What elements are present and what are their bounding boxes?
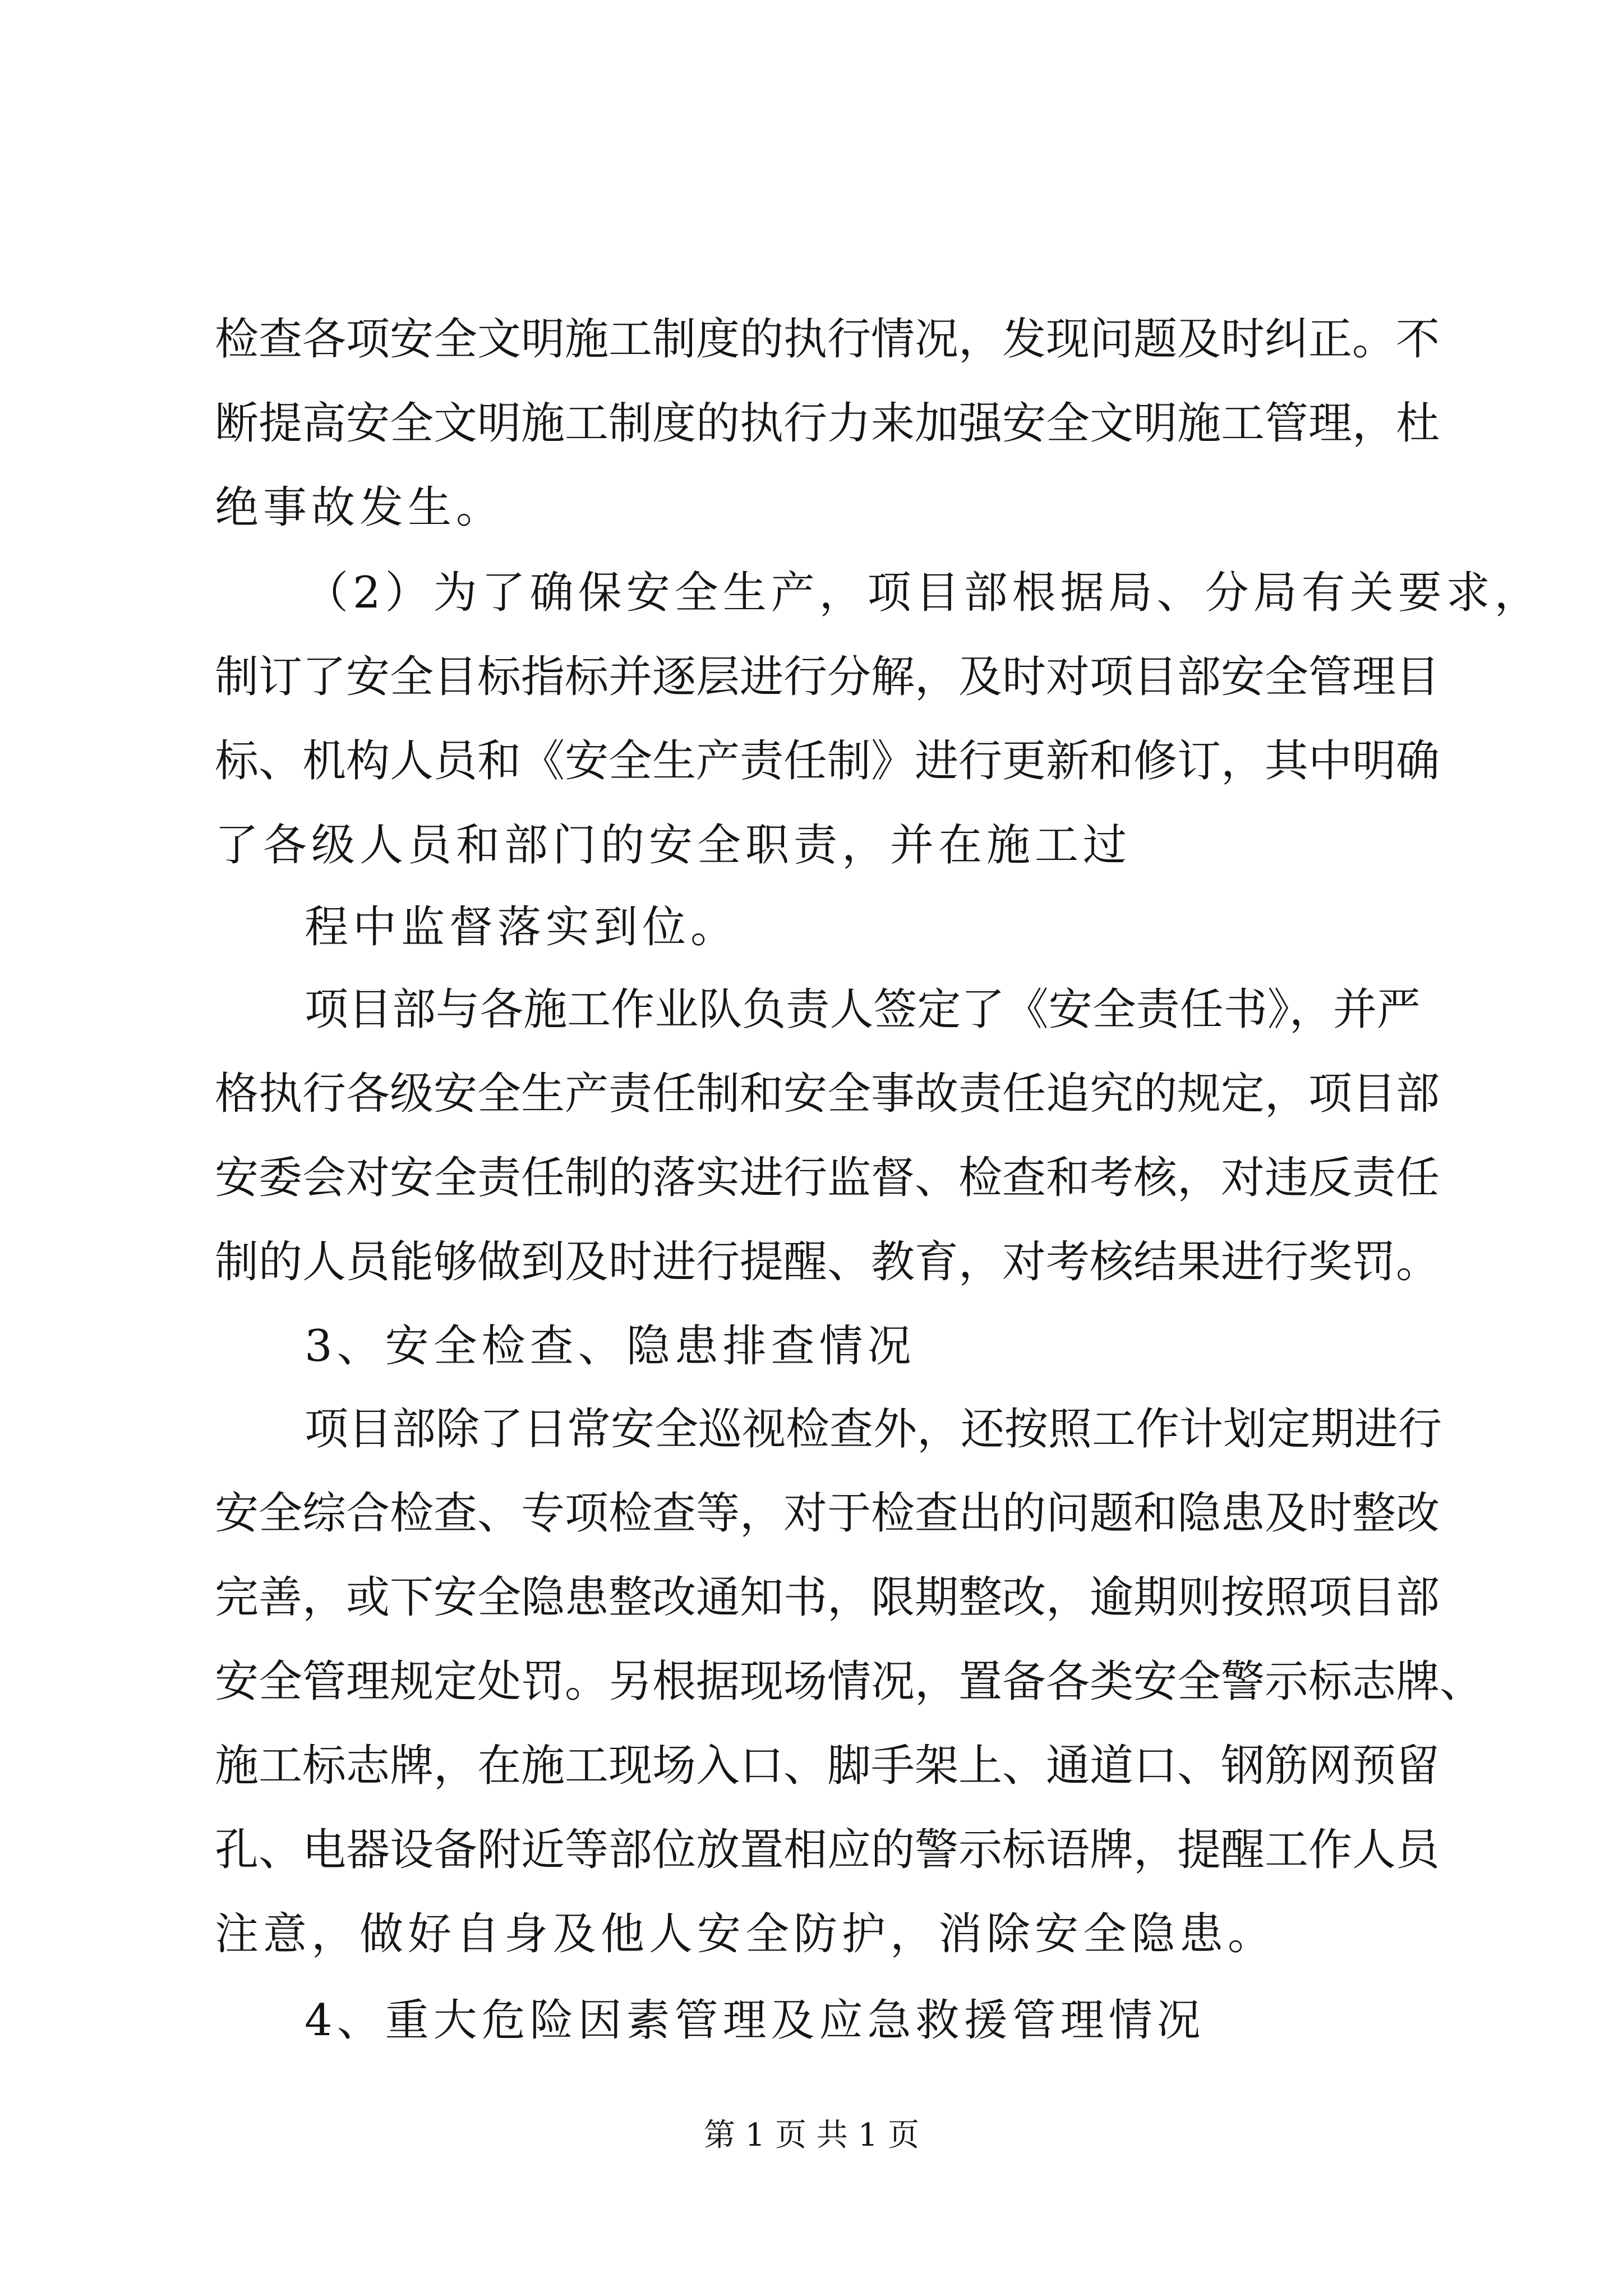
text-line: 完善，或下安全隐患整改通知书，限期整改，逾期则按照项目部 [215,1572,1440,1623]
text-line: （2）为了确保安全生产，项目部根据局、分局有关要求， [305,568,1543,618]
text-line: 断提高安全文明施工制度的执行力来加强安全文明施工管理，杜 [215,398,1440,449]
text-line: 绝事故发生。 [215,482,505,533]
text-line: 项目部除了日常安全巡视检查外，还按照工作计划定期进行 [305,1404,1442,1455]
text-line: 了各级人员和部门的安全职责，并在施工过 [215,820,1132,871]
section-heading: 3、安全检查、隐患排查情况 [305,1321,916,1372]
text-line: 安委会对安全责任制的落实进行监督、检查和考核，对违反责任 [215,1153,1440,1203]
text-line: 制的人员能够做到及时进行提醒、教育，对考核结果进行奖罚。 [215,1237,1440,1287]
text-line: 标、机构人员和《安全生产责任制》进行更新和修订，其中明确 [215,736,1440,786]
text-line: 安全综合检查、专项检查等，对于检查出的问题和隐患及时整改 [215,1488,1440,1539]
text-line: 安全管理规定处罚。另根据现场情况，置备各类安全警示标志牌、 [215,1657,1484,1707]
text-line: 注意，做好自身及他人安全防护，消除安全隐患。 [215,1909,1276,1959]
text-line: 孔、电器设备附近等部位放置相应的警示标语牌，提醒工作人员 [215,1825,1440,1875]
text-line: 检查各项安全文明施工制度的执行情况，发现问题及时纠正。不 [215,314,1440,365]
text-line: 项目部与各施工作业队负责人签定了《安全责任书》，并严 [305,984,1421,1035]
text-line: 施工标志牌，在施工现场入口、脚手架上、通道口、钢筋网预留 [215,1741,1440,1791]
section-heading: 4、重大危险因素管理及应急救援管理情况 [305,1995,1205,2046]
page-number: 第 1 页 共 1 页 [703,2117,920,2154]
text-line: 程中监督落实到位。 [305,902,739,953]
text-line: 制订了安全目标指标并逐层进行分解，及时对项目部安全管理目 [215,652,1440,702]
text-line: 格执行各级安全生产责任制和安全事故责任追究的规定，项目部 [215,1069,1440,1119]
